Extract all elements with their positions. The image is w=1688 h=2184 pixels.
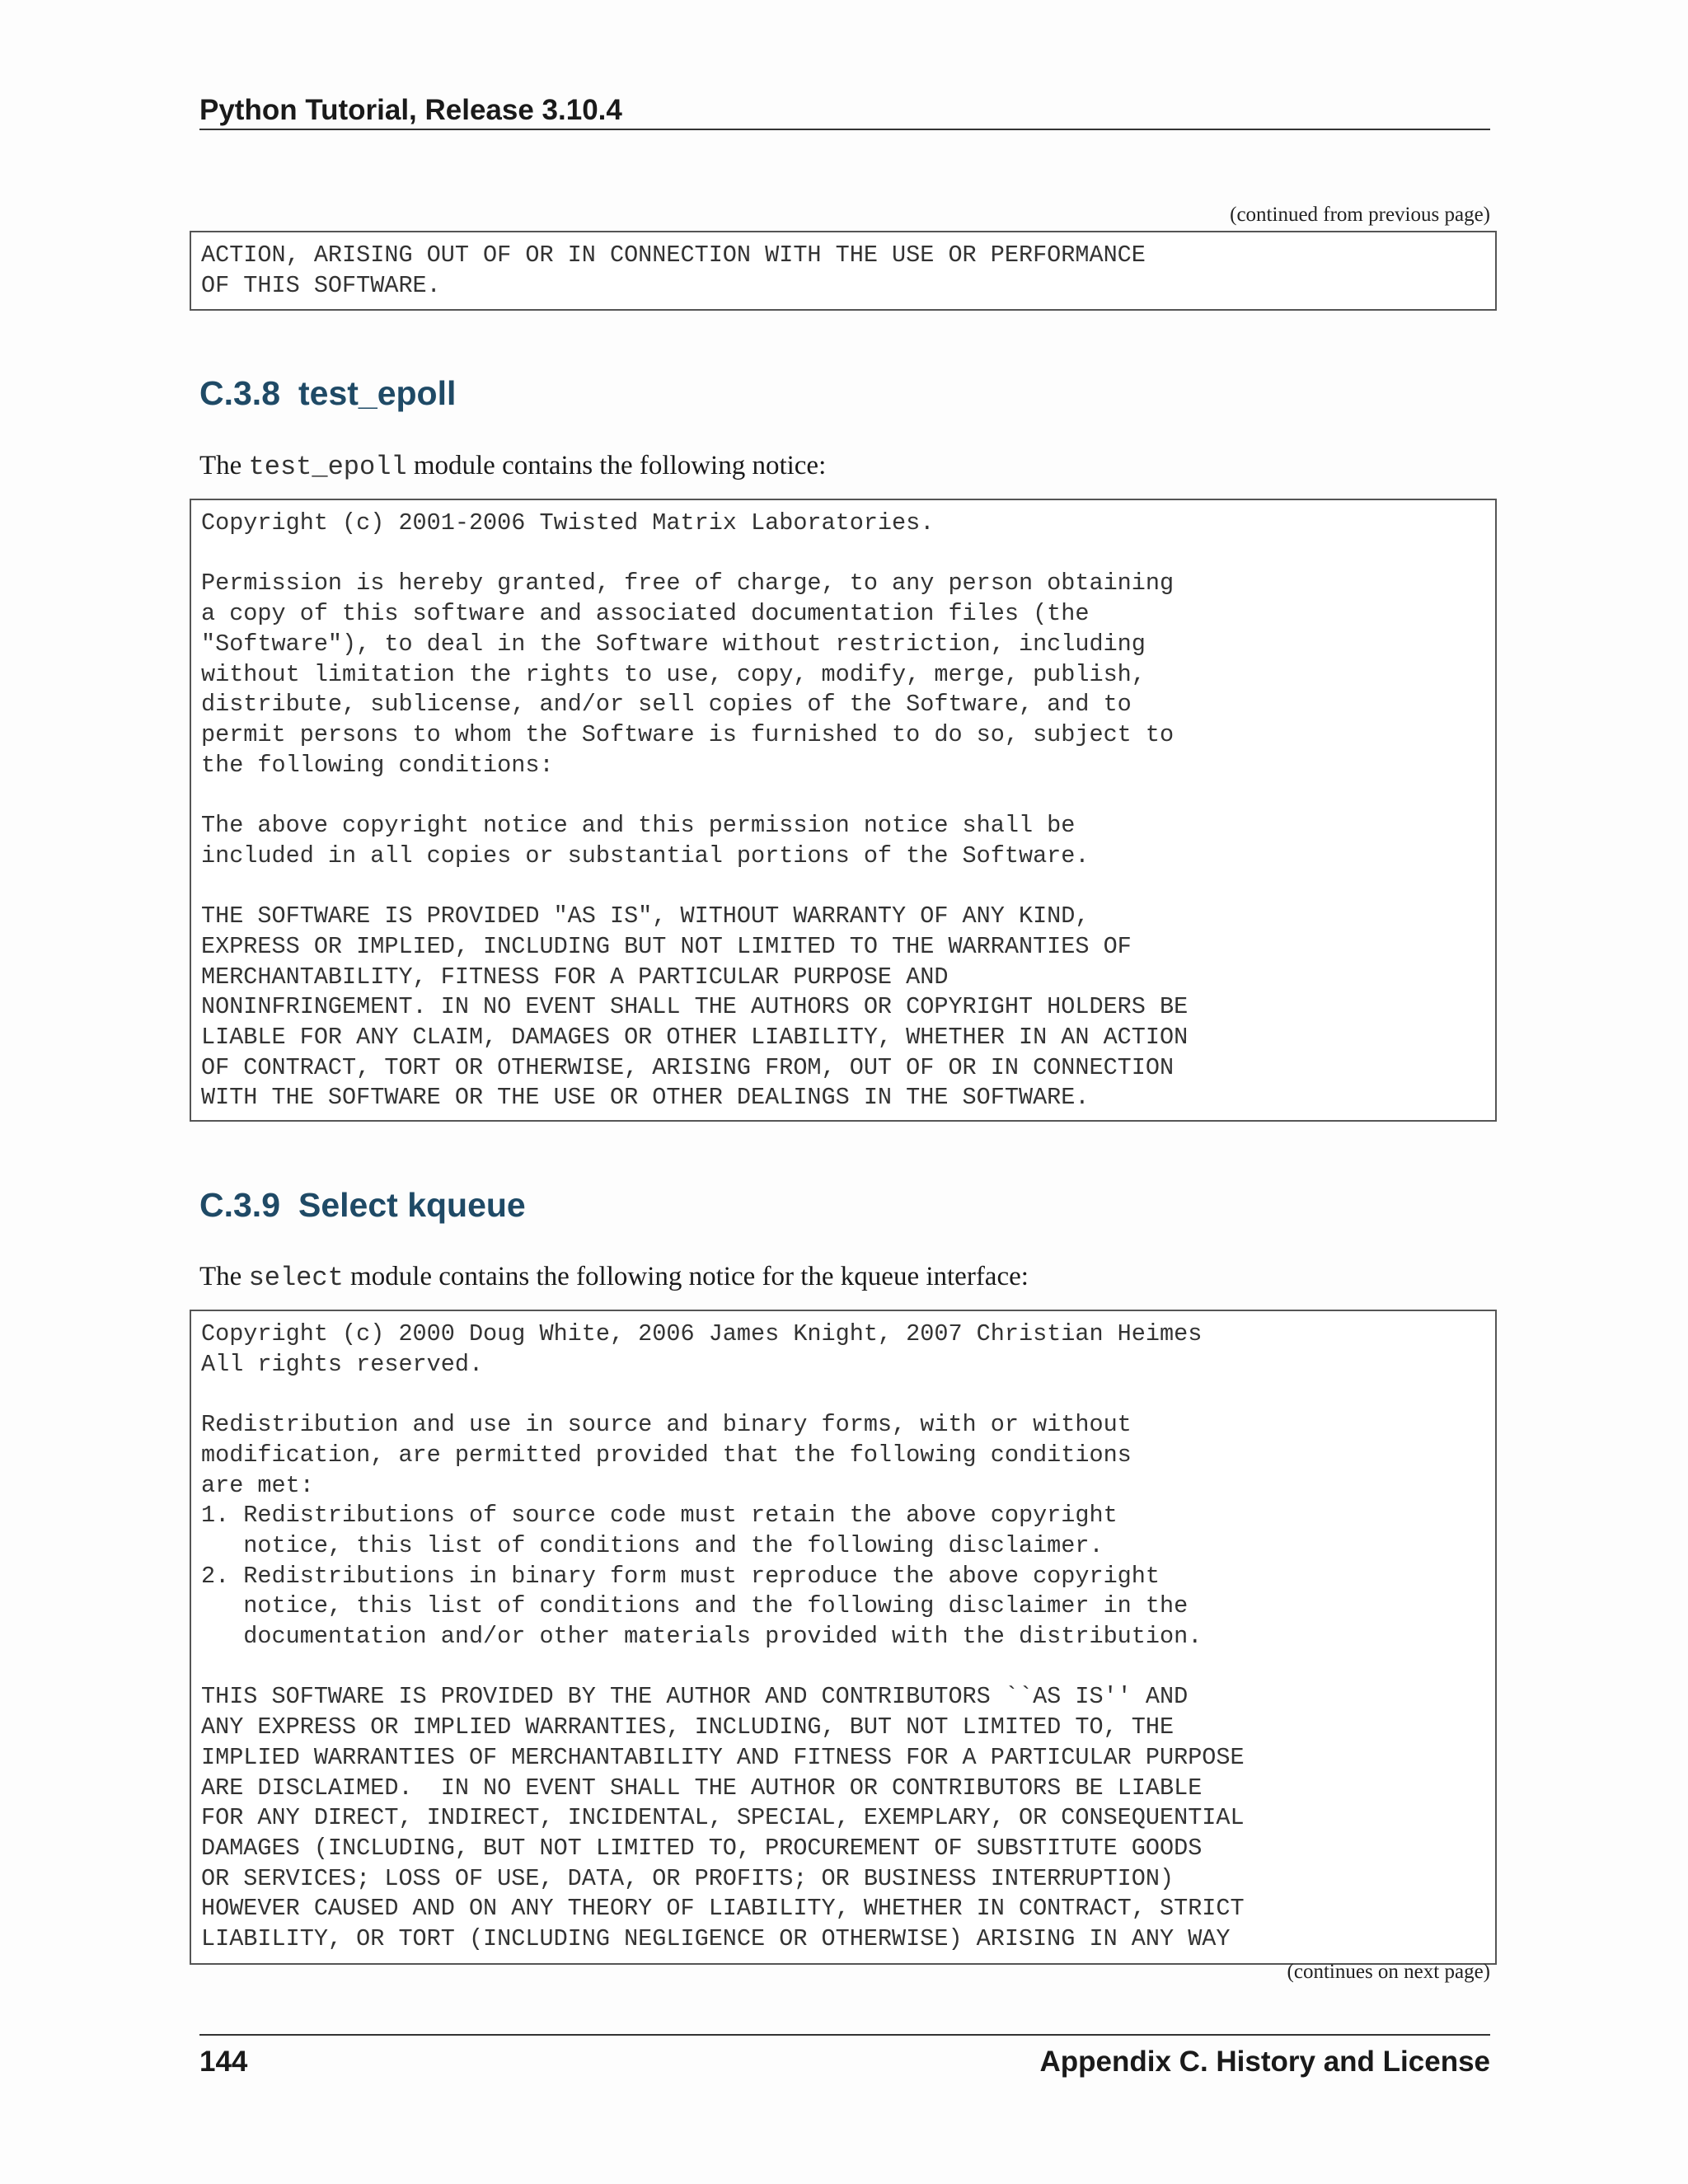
section-heading-test-epoll: [199, 373, 456, 414]
code-text: ACTION, ARISING OUT OF OR IN CONNECTION WITH THE USE OR PERFORMANCE OF THIS SOFTWARE.: [201, 241, 1146, 299]
epoll-intro-paragraph: [199, 449, 826, 484]
continued-from-note: (continued from previous page): [1230, 204, 1490, 226]
intro-text: module contains the following notice for the kqueue interface:: [343, 1262, 1029, 1291]
code-block-continued: [190, 231, 1497, 311]
kqueue-intro-paragraph: [199, 1260, 1029, 1295]
page-number: 144: [199, 2046, 248, 2078]
header-title: Python Tutorial, Release 3.10.4: [199, 94, 622, 126]
code-block-epoll-license: [190, 499, 1497, 1122]
running-header: [199, 92, 1490, 130]
section-number: C.3.9: [199, 1186, 280, 1224]
code-text: Copyright (c) 2000 Doug White, 2006 James Knight, 2007 Christian Heimes All rights reserved. Redistribution and use in source and binary forms, with or without modification, are permitted provided that the following conditions are met: 1. Redistributions of source code must retain the above copyright notice, this list of conditions and the following disclaimer. 2. Redistributions in binary form must reproduce the above copyright notice, this list of conditions and the following disclaimer in the documentation and/or other materials provided with the distribution. THIS SOFTWARE IS PROVIDED BY THE AUTHOR AND CONTRIBUTORS ``AS IS'' AND ANY EXPRESS OR IMPLIED WARRANTIES, INCLUDING, BUT NOT LIMITED TO, THE IMPLIED WARRANTIES OF MERCHANTABILITY AND FITNESS FOR A PARTICULAR PURPOSE ARE DISCLAIMED. IN NO EVENT SHALL THE AUTHOR OR CONTRIBUTORS BE LIABLE FOR ANY DIRECT, INDIRECT, INCIDENTAL, SPECIAL, EXEMPLARY, OR CONSEQUENTIAL DAMAGES (INCLUDING, BUT NOT LIMITED TO, PROCUREMENT OF SUBSTITUTE GOODS OR SERVICES; LOSS OF USE, DATA, OR PROFITS; OR BUSINESS INTERRUPTION) HOWEVER CAUSED AND ON ANY THEORY OF LIABILITY, WHETHER IN CONTRACT, STRICT LIABILITY, OR TORT (INCLUDING NEGLIGENCE OR OTHERWISE) ARISING IN ANY WAY: [201, 1320, 1245, 1953]
section-title-text: Select kqueue: [298, 1186, 526, 1224]
code-text: Copyright (c) 2001-2006 Twisted Matrix Laboratories. Permission is hereby granted, free of charge, to any person obtaining a copy of this software and associated documentation files (the "Software"), to deal in the Software without restriction, including without limitation the rights to use, copy, modify, merge, publish, distribute, sublicense, and/or sell copies of the Software, and to permit persons to whom the Software is furnished to do so, subject to the following conditions: The above copyright notice and this permission notice shall be included in all copies or substantial portions of the Software. THE SOFTWARE IS PROVIDED "AS IS", WITHOUT WARRANTY OF ANY KIND, EXPRESS OR IMPLIED, INCLUDING BUT NOT LIMITED TO THE WARRANTIES OF MERCHANTABILITY, FITNESS FOR A PARTICULAR PURPOSE AND NONINFRINGEMENT. IN NO EVENT SHALL THE AUTHORS OR COPYRIGHT HOLDERS BE LIABLE FOR ANY CLAIM, DAMAGES OR OTHER LIABILITY, WHETHER IN AN ACTION OF CONTRACT, TORT OR OTHERWISE, ARISING FROM, OUT OF OR IN CONNECTION WITH THE SOFTWARE OR THE USE OR OTHER DEALINGS IN THE SOFTWARE.: [201, 509, 1189, 1112]
inline-code: test_epoll: [248, 452, 407, 482]
running-footer: [199, 2034, 1490, 2080]
intro-text: The: [199, 451, 249, 480]
inline-code: select: [248, 1263, 344, 1293]
section-number: C.3.8: [199, 374, 280, 412]
continues-on-note: (continues on next page): [1287, 1961, 1490, 1983]
section-heading-select-kqueue: [199, 1184, 526, 1226]
section-title-text: test_epoll: [298, 374, 457, 412]
chapter-title: Appendix C. History and License: [1039, 2046, 1490, 2078]
intro-text: The: [199, 1262, 249, 1291]
code-block-kqueue-license: [190, 1310, 1497, 1965]
intro-text: module contains the following notice:: [406, 451, 827, 480]
